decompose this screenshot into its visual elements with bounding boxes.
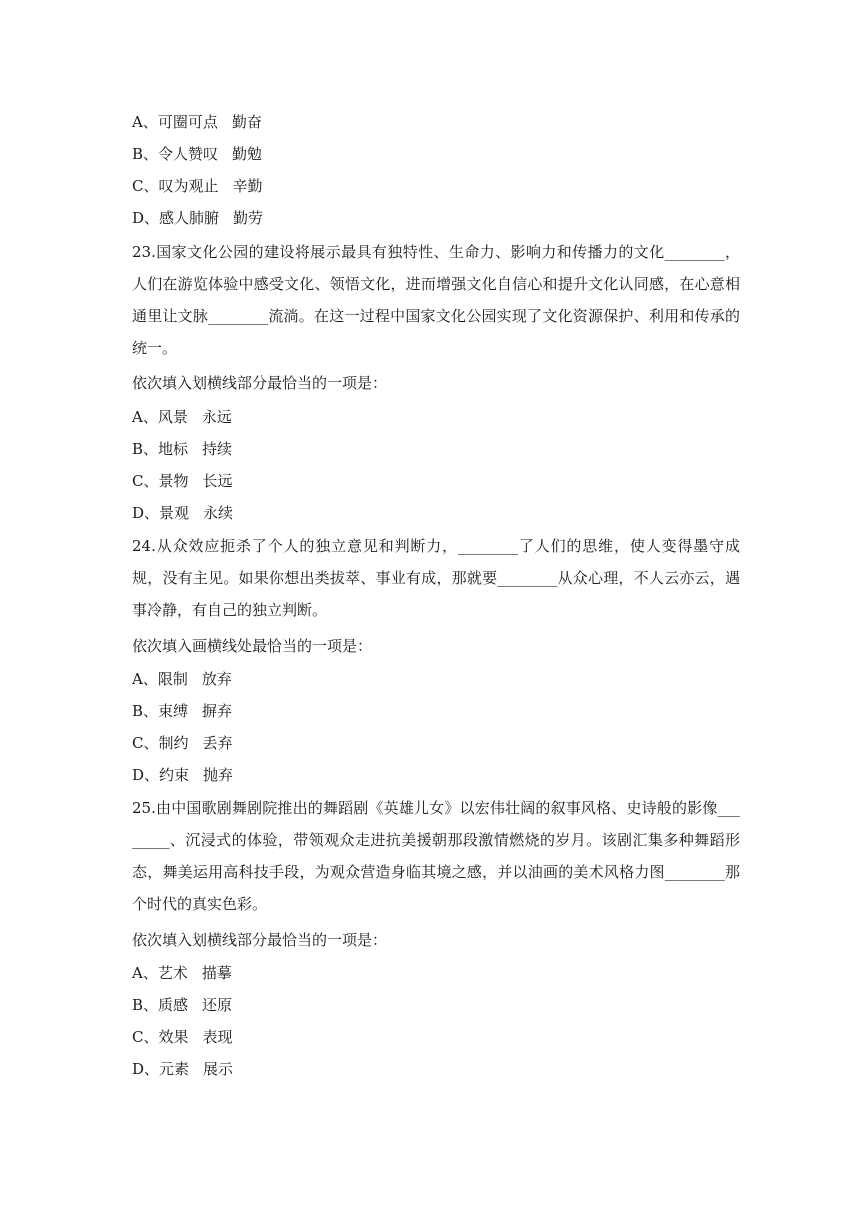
question-25-option-c (132, 1027, 233, 1047)
option-label: C、 (132, 472, 159, 490)
question-23-prompt: 依次填入划横线部分最恰当的一项是： (132, 374, 388, 392)
option-label: D、 (132, 766, 160, 784)
question-24-option-a (132, 669, 232, 689)
option-word-2: 描摹 (201, 964, 232, 982)
option-word-1: 地标 (158, 440, 189, 458)
option-word-2: 勤劳 (233, 209, 264, 227)
option-label: D、 (132, 504, 160, 522)
option-word-2: 勤勉 (232, 145, 263, 163)
option-label: C、 (132, 177, 159, 195)
option-word-1: 约束 (159, 766, 190, 784)
option-word-1: 限制 (157, 670, 188, 688)
question-25-prompt: 依次填入划横线部分最恰当的一项是： (132, 931, 388, 949)
option-word-1: 景物 (158, 472, 189, 490)
option-word-2: 放弃 (201, 670, 232, 688)
prev-option-c (132, 176, 263, 196)
question-24-option-c (132, 733, 233, 753)
option-word-1: 质感 (158, 996, 189, 1014)
option-word-2: 展示 (203, 1060, 234, 1078)
question-25-option-b (132, 995, 232, 1015)
option-label: C、 (132, 1028, 159, 1046)
option-word-1: 令人赞叹 (158, 145, 219, 163)
question-23-option-c (132, 471, 233, 491)
option-word-2: 表现 (202, 1028, 233, 1046)
option-word-1: 可圈可点 (157, 113, 218, 131)
question-24-option-b (132, 701, 232, 721)
option-label: B、 (132, 145, 159, 163)
option-label: A、 (132, 670, 158, 688)
question-24-option-d (132, 765, 233, 785)
option-label: A、 (132, 408, 158, 426)
option-word-2: 永远 (201, 408, 232, 426)
option-word-2: 长远 (202, 472, 233, 490)
question-24-prompt: 依次填入画横线处最恰当的一项是： (132, 637, 373, 655)
option-word-1: 感人肺腑 (159, 209, 220, 227)
prev-option-b (132, 144, 262, 164)
prev-option-d (132, 208, 263, 228)
option-word-1: 叹为观止 (158, 177, 219, 195)
prev-option-a (132, 112, 262, 132)
option-label: B、 (132, 702, 159, 720)
option-label: A、 (132, 113, 158, 131)
option-word-1: 风景 (157, 408, 188, 426)
option-label: D、 (132, 209, 160, 227)
option-word-2: 还原 (202, 996, 233, 1014)
option-label: C、 (132, 734, 159, 752)
option-word-1: 景观 (159, 504, 190, 522)
option-word-2: 抛弃 (203, 766, 234, 784)
option-word-1: 效果 (158, 1028, 189, 1046)
option-word-2: 勤奋 (231, 113, 262, 131)
option-word-2: 永续 (203, 504, 234, 522)
option-word-2: 摒弃 (202, 702, 233, 720)
question-23-option-a (132, 407, 232, 427)
option-label: D、 (132, 1060, 160, 1078)
option-word-1: 元素 (159, 1060, 190, 1078)
option-word-1: 制约 (158, 734, 189, 752)
option-word-2: 丢弃 (202, 734, 233, 752)
option-word-2: 持续 (202, 440, 233, 458)
option-word-1: 束缚 (158, 702, 189, 720)
question-25-option-d (132, 1059, 233, 1079)
option-word-2: 辛勤 (232, 177, 263, 195)
question-23-option-b (132, 439, 232, 459)
question-25-stem: 25.由中国歌剧舞剧院推出的舞蹈剧《英雄儿女》以宏伟壮阔的叙事风格、史诗般的影像________、沉浸式的体验，带领观众走进抗美援朝那段激情燃烧的岁月。该剧汇集多种舞蹈形态，舞美运用高科技手段，为观众营造身临其境之感，并以油画的美术风格力图________那个时代的真实色彩。 (132, 799, 740, 913)
question-24-stem: 24.从众效应扼杀了个人的独立意见和判断力，________了人们的思维，使人变得墨守成规，没有主见。如果你想出类拔萃、事业有成，那就要________从众心理，不人云亦云，遇事冷静，有自己的独立判断。 (132, 537, 740, 619)
question-25-option-a (132, 963, 232, 983)
option-label: A、 (132, 964, 158, 982)
option-label: B、 (132, 996, 159, 1014)
question-23-stem: 23.国家文化公园的建设将展示最具有独特性、生命力、影响力和传播力的文化________，人们在游览体验中感受文化、领悟文化，进而增强文化自信心和提升文化认同感，在心意相通里让文脉________流淌。在这一过程中国家文化公园实现了文化资源保护、利用和传承的统一。 (132, 243, 740, 357)
option-label: B、 (132, 440, 159, 458)
question-23-option-d (132, 503, 233, 523)
option-word-1: 艺术 (157, 964, 188, 982)
